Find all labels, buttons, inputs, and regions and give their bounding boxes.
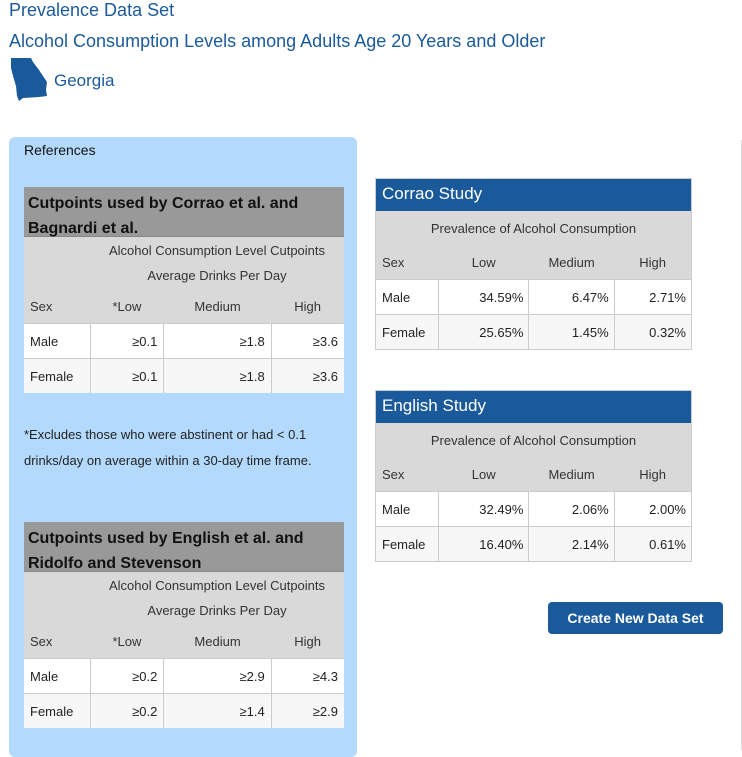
col-medium: Medium xyxy=(529,457,614,492)
state-name: Georgia xyxy=(54,71,115,90)
cell-high: 2.71% xyxy=(614,280,691,315)
col-high: High xyxy=(614,245,691,280)
table-row xyxy=(376,315,691,350)
col-low: Low xyxy=(439,245,529,280)
table-row xyxy=(376,527,691,562)
group-header xyxy=(90,237,344,289)
blank-cell xyxy=(24,572,90,624)
cell-low: ≥0.2 xyxy=(90,694,164,729)
col-high: High xyxy=(271,624,344,659)
cell-sex: Male xyxy=(24,324,90,359)
col-low: *Low xyxy=(90,289,164,324)
cell-medium: ≥1.8 xyxy=(164,324,271,359)
study-subheader: Prevalence of Alcohol Consumption xyxy=(376,211,691,245)
corrao-study-table xyxy=(375,178,692,350)
corrao-study-caption: Corrao Study xyxy=(376,179,691,211)
table-row xyxy=(24,359,344,394)
create-new-data-set-button[interactable]: Create New Data Set xyxy=(548,602,723,634)
cell-medium: 6.47% xyxy=(529,280,614,315)
cell-high: ≥2.9 xyxy=(271,694,344,729)
cell-sex: Female xyxy=(376,315,439,350)
page-subtitle: Alcohol Consumption Levels among Adults Age 20 Years and Older xyxy=(9,31,546,51)
cell-high: ≥4.3 xyxy=(271,659,344,694)
cell-low: ≥0.1 xyxy=(90,324,164,359)
col-low: Low xyxy=(439,457,529,492)
col-medium: Medium xyxy=(529,245,614,280)
study-subheader: Prevalence of Alcohol Consumption xyxy=(376,423,691,457)
cell-low: 34.59% xyxy=(439,280,529,315)
cell-medium: 1.45% xyxy=(529,315,614,350)
corrao-cutpoints-caption: Cutpoints used by Corrao et al. and Bagnardi et al. xyxy=(24,187,344,237)
table-row xyxy=(24,694,344,729)
cell-medium: ≥2.9 xyxy=(164,659,271,694)
table-row xyxy=(376,492,691,527)
cell-low: ≥0.1 xyxy=(90,359,164,394)
blank-cell xyxy=(24,237,90,289)
col-high: High xyxy=(614,457,691,492)
col-medium: Medium xyxy=(164,624,271,659)
english-cutpoints-table xyxy=(24,522,344,728)
col-sex: Sex xyxy=(376,245,439,280)
cell-sex: Male xyxy=(376,492,439,527)
cell-high: 0.32% xyxy=(614,315,691,350)
cell-sex: Female xyxy=(376,527,439,562)
group-header-line-2: Average Drinks Per Day xyxy=(147,603,287,618)
col-sex: Sex xyxy=(24,624,90,659)
cell-medium: ≥1.4 xyxy=(164,694,271,729)
col-medium: Medium xyxy=(164,289,271,324)
corrao-cutpoints-table xyxy=(24,187,344,393)
cell-medium: ≥1.8 xyxy=(164,359,271,394)
cell-high: 2.00% xyxy=(614,492,691,527)
cell-high: ≥3.6 xyxy=(271,324,344,359)
english-cutpoints-caption: Cutpoints used by English et al. and Ridolfo and Stevenson xyxy=(24,522,344,572)
group-header-line-2: Average Drinks Per Day xyxy=(147,268,287,283)
cell-low: 25.65% xyxy=(439,315,529,350)
table-row xyxy=(24,659,344,694)
cell-sex: Female xyxy=(24,359,90,394)
cell-low: ≥0.2 xyxy=(90,659,164,694)
cell-low: 32.49% xyxy=(439,492,529,527)
cell-medium: 2.06% xyxy=(529,492,614,527)
cell-sex: Female xyxy=(24,694,90,729)
col-sex: Sex xyxy=(24,289,90,324)
page-title: Prevalence Data Set xyxy=(9,0,175,20)
cell-high: ≥3.6 xyxy=(271,359,344,394)
cell-low: 16.40% xyxy=(439,527,529,562)
col-low: *Low xyxy=(90,624,164,659)
references-title: References xyxy=(24,142,96,158)
cell-medium: 2.14% xyxy=(529,527,614,562)
col-sex: Sex xyxy=(376,457,439,492)
table-row xyxy=(24,324,344,359)
col-high: High xyxy=(271,289,344,324)
group-header xyxy=(90,572,344,624)
cell-sex: Male xyxy=(24,659,90,694)
table-row xyxy=(376,280,691,315)
georgia-state-icon xyxy=(9,56,49,102)
cell-sex: Male xyxy=(376,280,439,315)
group-header-line-1: Alcohol Consumption Level Cutpoints xyxy=(108,243,326,258)
cutpoint-footnote: *Excludes those who were abstinent or had < 0.1 drinks/day on average within a 30-day time frame. xyxy=(24,427,312,468)
english-study-table xyxy=(375,390,692,562)
references-panel xyxy=(9,137,357,757)
english-study-caption: English Study xyxy=(376,391,691,423)
cell-high: 0.61% xyxy=(614,527,691,562)
group-header-line-1: Alcohol Consumption Level Cutpoints xyxy=(108,578,326,593)
